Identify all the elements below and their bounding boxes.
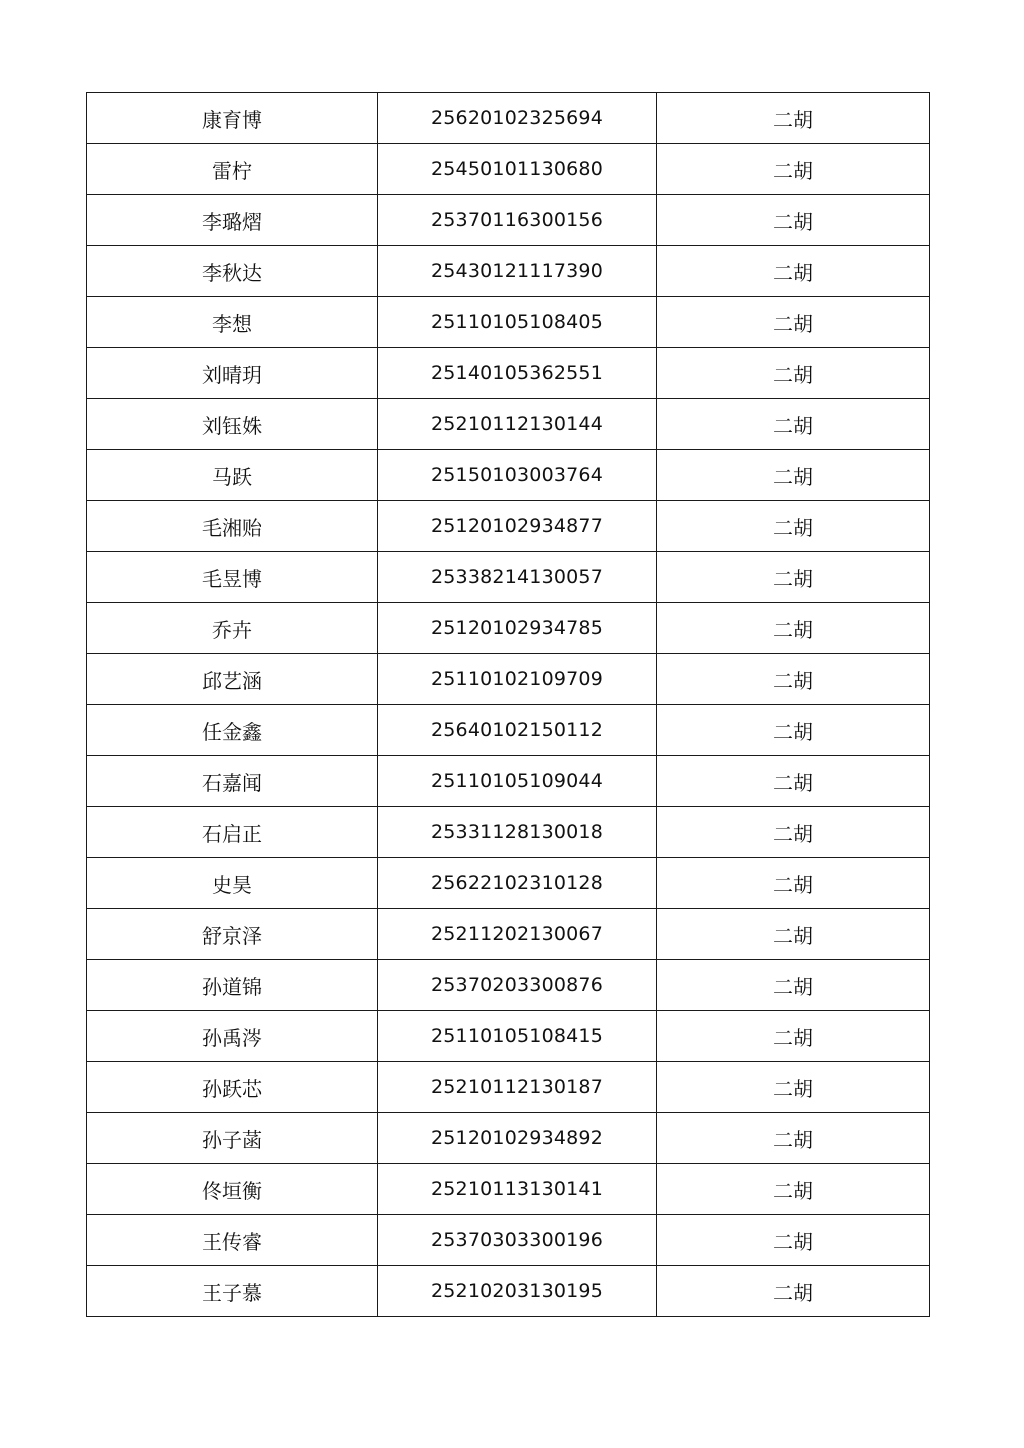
candidate-table-body [87, 93, 930, 1317]
table-row [87, 195, 930, 246]
candidate-id: 25120102934892 [378, 1113, 657, 1164]
table-row [87, 1062, 930, 1113]
candidate-id: 25211202130067 [378, 909, 657, 960]
candidate-instrument: 二胡 [657, 246, 930, 297]
candidate-instrument: 二胡 [657, 858, 930, 909]
table-row [87, 654, 930, 705]
candidate-instrument: 二胡 [657, 348, 930, 399]
candidate-instrument: 二胡 [657, 1266, 930, 1317]
candidate-name: 王子慕 [87, 1266, 378, 1317]
table-row [87, 1011, 930, 1062]
candidate-id: 25140105362551 [378, 348, 657, 399]
candidate-instrument: 二胡 [657, 756, 930, 807]
candidate-name: 孙跃芯 [87, 1062, 378, 1113]
candidate-name: 刘晴玥 [87, 348, 378, 399]
candidate-name: 李想 [87, 297, 378, 348]
candidate-instrument: 二胡 [657, 450, 930, 501]
candidate-name: 任金鑫 [87, 705, 378, 756]
candidate-id: 25370116300156 [378, 195, 657, 246]
candidate-name: 毛昱博 [87, 552, 378, 603]
candidate-instrument: 二胡 [657, 501, 930, 552]
candidate-name: 马跃 [87, 450, 378, 501]
candidate-instrument: 二胡 [657, 144, 930, 195]
candidate-instrument: 二胡 [657, 297, 930, 348]
candidate-instrument: 二胡 [657, 93, 930, 144]
candidate-id: 25210113130141 [378, 1164, 657, 1215]
table-row [87, 858, 930, 909]
candidate-name: 石嘉闻 [87, 756, 378, 807]
table-row [87, 603, 930, 654]
candidate-id: 25622102310128 [378, 858, 657, 909]
candidate-id: 25150103003764 [378, 450, 657, 501]
candidate-instrument: 二胡 [657, 195, 930, 246]
candidate-instrument: 二胡 [657, 807, 930, 858]
table-row [87, 501, 930, 552]
candidate-instrument: 二胡 [657, 654, 930, 705]
candidate-id: 25110105108405 [378, 297, 657, 348]
candidate-id: 25430121117390 [378, 246, 657, 297]
candidate-id: 25640102150112 [378, 705, 657, 756]
candidate-name: 佟垣衡 [87, 1164, 378, 1215]
candidate-id: 25110105108415 [378, 1011, 657, 1062]
candidate-name: 石启正 [87, 807, 378, 858]
candidate-name: 邱艺涵 [87, 654, 378, 705]
candidate-id: 25210112130144 [378, 399, 657, 450]
table-row [87, 297, 930, 348]
candidate-name: 王传睿 [87, 1215, 378, 1266]
table-row [87, 1164, 930, 1215]
table-row [87, 144, 930, 195]
candidate-id: 25338214130057 [378, 552, 657, 603]
candidate-name: 毛湘贻 [87, 501, 378, 552]
candidate-id: 25370203300876 [378, 960, 657, 1011]
table-row [87, 399, 930, 450]
table-row [87, 807, 930, 858]
candidate-id: 25210203130195 [378, 1266, 657, 1317]
table-row [87, 960, 930, 1011]
candidate-name: 雷柠 [87, 144, 378, 195]
table-row [87, 450, 930, 501]
candidate-instrument: 二胡 [657, 1011, 930, 1062]
candidate-instrument: 二胡 [657, 1164, 930, 1215]
candidate-instrument: 二胡 [657, 1062, 930, 1113]
candidate-instrument: 二胡 [657, 552, 930, 603]
table-row [87, 1215, 930, 1266]
table-row [87, 1113, 930, 1164]
candidate-name: 乔卉 [87, 603, 378, 654]
candidate-name: 孙道锦 [87, 960, 378, 1011]
table-row [87, 246, 930, 297]
candidate-name: 孙子菡 [87, 1113, 378, 1164]
candidate-instrument: 二胡 [657, 1113, 930, 1164]
candidate-id: 25620102325694 [378, 93, 657, 144]
candidate-instrument: 二胡 [657, 960, 930, 1011]
candidate-name: 康育博 [87, 93, 378, 144]
table-row [87, 348, 930, 399]
table-row [87, 552, 930, 603]
candidate-id: 25120102934785 [378, 603, 657, 654]
candidate-id: 25450101130680 [378, 144, 657, 195]
candidate-name: 史昊 [87, 858, 378, 909]
table-row [87, 756, 930, 807]
candidate-name: 孙禹涔 [87, 1011, 378, 1062]
candidate-name: 舒京泽 [87, 909, 378, 960]
candidate-instrument: 二胡 [657, 603, 930, 654]
candidate-id: 25110105109044 [378, 756, 657, 807]
candidate-id: 25370303300196 [378, 1215, 657, 1266]
candidate-id: 25210112130187 [378, 1062, 657, 1113]
table-row [87, 1266, 930, 1317]
candidate-table [86, 92, 930, 1317]
candidate-id: 25331128130018 [378, 807, 657, 858]
candidate-name: 刘钰姝 [87, 399, 378, 450]
table-row [87, 705, 930, 756]
candidate-instrument: 二胡 [657, 909, 930, 960]
table-row [87, 909, 930, 960]
table-row [87, 93, 930, 144]
candidate-name: 李璐熠 [87, 195, 378, 246]
candidate-instrument: 二胡 [657, 399, 930, 450]
candidate-instrument: 二胡 [657, 1215, 930, 1266]
candidate-id: 25110102109709 [378, 654, 657, 705]
candidate-name: 李秋达 [87, 246, 378, 297]
candidate-id: 25120102934877 [378, 501, 657, 552]
candidate-instrument: 二胡 [657, 705, 930, 756]
